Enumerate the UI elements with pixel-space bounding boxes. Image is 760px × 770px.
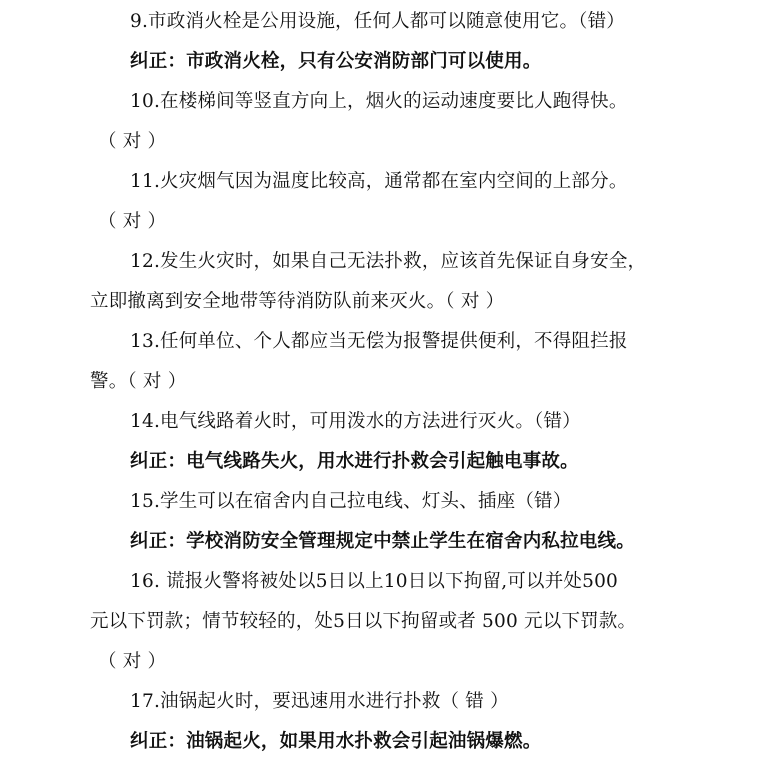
- question-13: 13.任何单位、个人都应当无偿为报警提供便利，不得阻拦报: [130, 331, 628, 352]
- correction-15: 纠正：学校消防安全管理规定中禁止学生在宿舍内私拉电线。: [130, 531, 635, 552]
- question-16: 16. 谎报火警将被处以5日以上10日以下拘留,可以并处500: [130, 571, 619, 592]
- question-9: 9.市政消火栓是公用设施，任何人都可以随意使用它。（错）: [130, 11, 626, 32]
- correction-14: 纠正：电气线路失火，用水进行扑救会引起触电事故。: [130, 451, 579, 472]
- answer-16: （ 对 ）: [98, 651, 167, 672]
- answer-10: （ 对 ）: [98, 131, 167, 152]
- correction-9: 纠正：市政消火栓，只有公安消防部门可以使用。: [130, 51, 542, 72]
- correction-17: 纠正：油锅起火，如果用水扑救会引起油锅爆燃。: [130, 731, 542, 752]
- question-13-cont: 警。（ 对 ）: [90, 371, 187, 392]
- question-15: 15.学生可以在宿舍内自己拉电线、灯头、插座（错）: [130, 491, 572, 512]
- question-12: 12.发生火灾时，如果自己无法扑救，应该首先保证自身安全，: [130, 251, 647, 272]
- question-17: 17.油锅起火时，要迅速用水进行扑救（ 错 ）: [130, 691, 509, 712]
- question-16-cont: 元以下罚款；情节较轻的，处5日以下拘留或者 500 元以下罚款。: [90, 611, 637, 632]
- question-14: 14.电气线路着火时，可用泼水的方法进行灭火。（错）: [130, 411, 581, 432]
- question-11: 11.火灾烟气因为温度比较高，通常都在室内空间的上部分。: [130, 171, 628, 192]
- question-10: 10.在楼梯间等竖直方向上，烟火的运动速度要比人跑得快。: [130, 91, 628, 112]
- question-12-cont: 立即撤离到安全地带等待消防队前来灭火。（ 对 ）: [90, 291, 505, 312]
- answer-11: （ 对 ）: [98, 211, 167, 232]
